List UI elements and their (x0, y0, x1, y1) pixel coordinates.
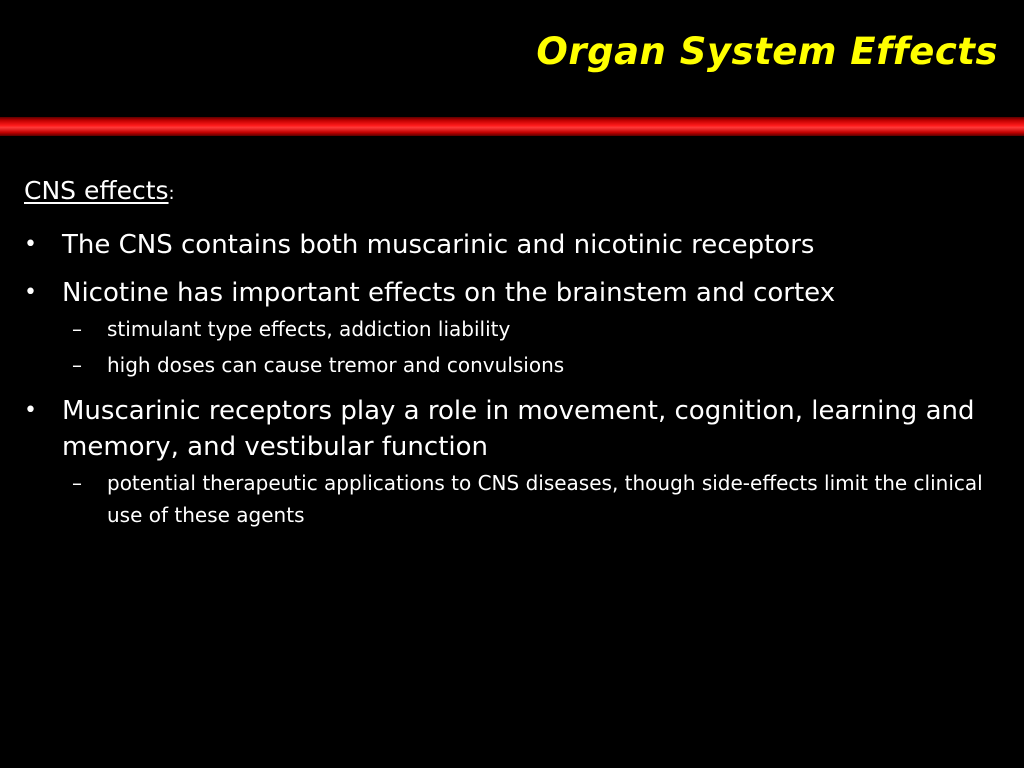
bullet-list (24, 227, 1000, 531)
sub-bullet-list (62, 467, 1000, 531)
sub-bullet-marker: – (72, 317, 82, 341)
sub-bullet-item (62, 467, 1000, 531)
bullet-item (24, 275, 1000, 381)
bullet-item (24, 227, 1000, 263)
bullet-marker: • (24, 232, 37, 257)
sub-bullet-marker: – (72, 471, 82, 495)
sub-bullet-text: stimulant type effects, addiction liability (107, 317, 511, 341)
slide-body (24, 172, 1000, 543)
section-heading-colon: : (168, 183, 175, 204)
sub-bullet-marker: – (72, 353, 82, 377)
bullet-text: Muscarinic receptors play a role in movement, cognition, learning and memory, and vestibular function (62, 396, 975, 462)
sub-bullet-item (62, 313, 1000, 345)
bullet-marker: • (24, 280, 37, 305)
bullet-text: The CNS contains both muscarinic and nicotinic receptors (62, 230, 815, 260)
sub-bullet-text: potential therapeutic applications to CNS diseases, though side-effects limit the clinical use of these agents (107, 471, 983, 527)
sub-bullet-text: high doses can cause tremor and convulsions (107, 353, 565, 377)
sub-bullet-item (62, 349, 1000, 381)
section-heading (24, 172, 1000, 213)
bullet-text: Nicotine has important effects on the brainstem and cortex (62, 278, 836, 308)
sub-bullet-list (62, 313, 1000, 381)
section-heading-label: CNS effects (24, 176, 169, 205)
slide-title: Organ System Effects (536, 30, 998, 73)
title-divider-bar (0, 117, 1024, 136)
bullet-item (24, 393, 1000, 531)
bullet-marker: • (24, 398, 37, 423)
